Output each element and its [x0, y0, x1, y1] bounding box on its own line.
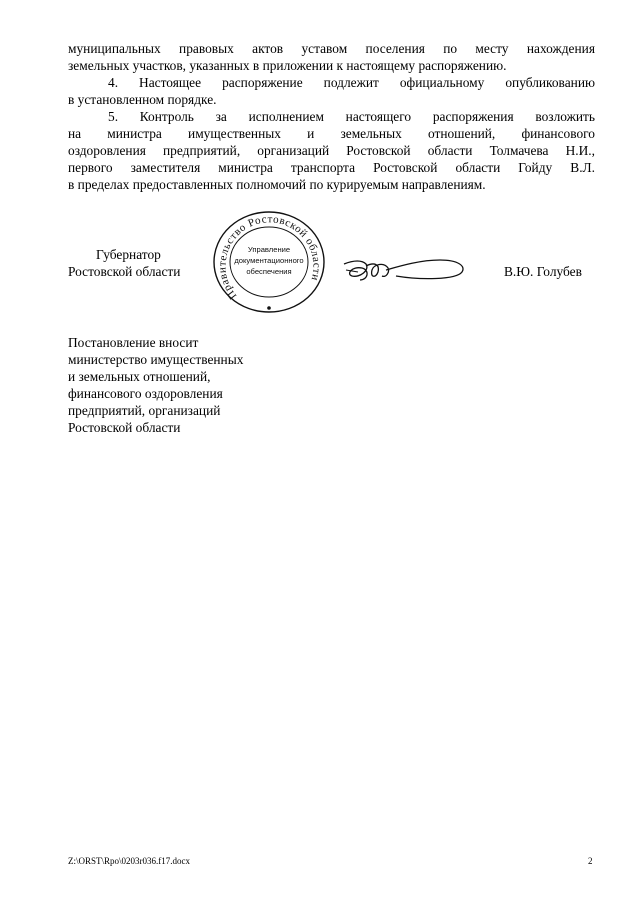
body-line-5: 5. Контроль за исполнением настоящего распоряжения возложить	[108, 109, 595, 124]
handwritten-signature	[340, 250, 470, 286]
official-stamp	[206, 208, 332, 316]
body-line-7: оздоровления предприятий, организаций Ростовской области Толмачева Н.И.,	[68, 143, 595, 158]
submitter-line-5: предприятий, организаций	[68, 403, 221, 418]
body-line-3: 4. Настоящее распоряжение подлежит официальному опубликованию	[108, 75, 595, 90]
signatory-position-line-2: Ростовской области	[68, 264, 181, 279]
submitter-line-3: и земельных отношений,	[68, 369, 211, 384]
signatory-name: В.Ю. Голубев	[504, 264, 582, 279]
body-line-6: на министра имущественных и земельных отношений, финансового	[68, 126, 595, 141]
body-line-8: первого заместителя министра транспорта Ростовской области Гойду В.Л.	[68, 160, 595, 175]
submitter-line-6: Ростовской области	[68, 420, 181, 435]
body-line-1: муниципальных правовых актов уставом поселения по месту нахождения	[68, 41, 595, 56]
stamp-center-line-1: Управление	[247, 245, 291, 254]
stamp-center-line-2: документационного	[234, 256, 304, 265]
footer-page-number: 2	[588, 856, 593, 866]
footer-file-path: Z:\ORST\Rpo\0203r036.f17.docx	[68, 856, 190, 866]
submitter-line-2: министерство имущественных	[68, 352, 244, 367]
stamp-ring-text: Правительство Ростовской области	[216, 213, 323, 302]
stamp-center-line-3: обеспечения	[246, 267, 292, 276]
body-line-4: в установленном порядке.	[68, 92, 217, 107]
submitter-line-4: финансового оздоровления	[68, 386, 223, 401]
body-line-2: земельных участков, указанных в приложении к настоящему распоряжению.	[68, 58, 507, 73]
signatory-position-line-1: Губернатор	[96, 247, 161, 262]
submitter-line-1: Постановление вносит	[68, 335, 199, 350]
body-line-9: в пределах предоставленных полномочий по курируемым направлениям.	[68, 177, 486, 192]
